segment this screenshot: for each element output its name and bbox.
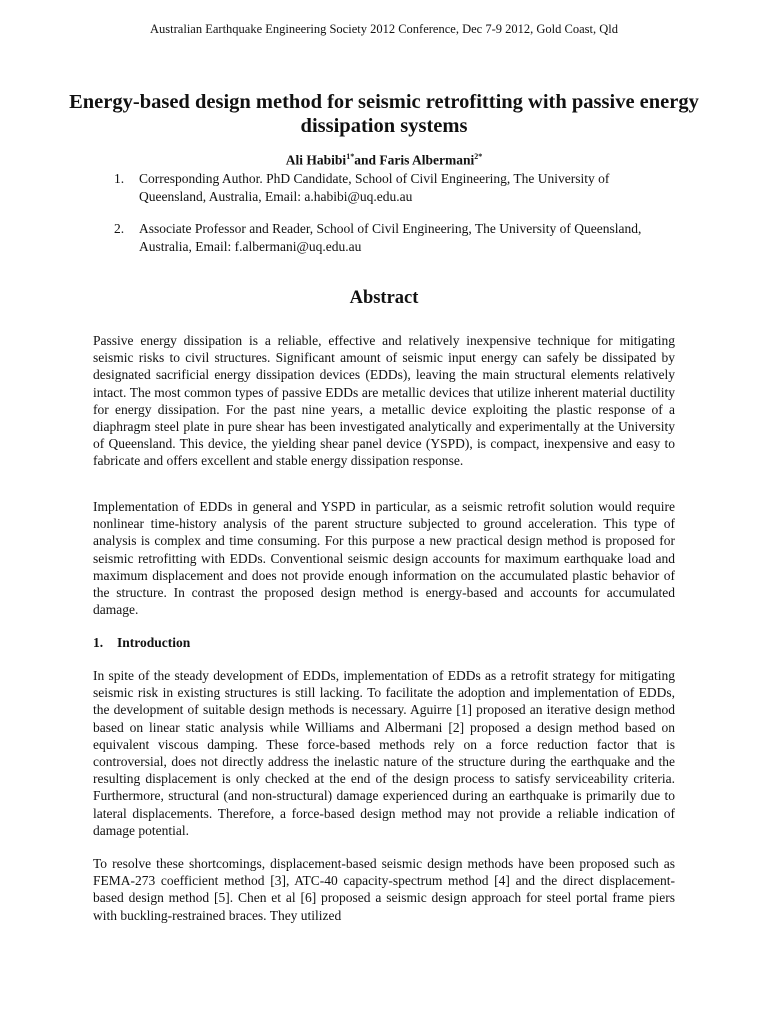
affiliation-number: 2. [114, 221, 125, 236]
paper-title: Energy-based design method for seismic retrofitting with passive energy dissipation systems [69, 91, 699, 137]
author-1-affiliation-marker: 1* [346, 152, 355, 161]
running-head: Australian Earthquake Engineering Society 2012 Conference, Dec 7-9 2012, Gold Coast, Qld [150, 22, 618, 36]
abstract-paragraph-1: Passive energy dissipation is a reliable, effective and relatively inexpensive technique for mitigating seismic risks to civil structures. Significant amount of seismic input energy can safely be dissipated by designated sacrificial energy dissipation devices (EDDs), leaving the main structural elements relatively intact. The most common types of passive EDDs are metallic devices that utilize inherent material ductility for energy dissipation. For the past nine years, a metallic device exploiting the plastic response of a diaphragm steel plate in pure shear has been investigated analytically and experimentally at the University of Queensland. This device, the yielding shear panel device (YSPD), is compact, inexpensive and easy to fabricate and offers excellent and stable energy dissipation response. [93, 333, 675, 469]
abstract-heading: Abstract [349, 288, 419, 308]
author-2-affiliation-marker: 2* [474, 152, 483, 161]
section-heading-introduction [93, 635, 190, 651]
affiliation-text: Corresponding Author. PhD Candidate, School of Civil Engineering, The University of Queensland, Australia, Email: a.habibi@uq.edu.au [139, 171, 610, 204]
intro-paragraph-2: To resolve these shortcomings, displacement-based seismic design methods have been proposed such as FEMA-273 coefficient method [3], ATC-40 capacity-spectrum method [4] and the direct displacement-based design method [5]. Chen et al [6] proposed a seismic design approach for steel portal frame piers with buckling-restrained braces. They utilized [93, 856, 675, 923]
section-title: Introduction [117, 635, 191, 650]
intro-paragraph-1: In spite of the steady development of EDDs, implementation of EDDs as a retrofit strategy for mitigating seismic risk in existing structures is still lacking. To facilitate the adoption and implementation of EDDs, the development of suitable design methods is necessary. Aguirre [1] proposed an iterative design method based on linear static analysis while Williams and Albermani [2] proposed a design method based on equivalent viscous damping. These force-based methods rely on a force reduction factor that is controversial, does not directly address the inelastic nature of the structure during the earthquake and the resulting displacement is only checked at the end of the design process to satisfy serviceability criteria. Furthermore, structural (and non-structural) damage experienced during an earthquake is primarily due to lateral displacements. Therefore, a force-based design method may not provide a reliable indication of damage potential. [93, 668, 675, 838]
abstract-paragraph-2: Implementation of EDDs in general and YSPD in particular, as a seismic retrofit solution would require nonlinear time-history analysis of the parent structure subjected to ground acceleration. This type of analysis is complex and time consuming. For this purpose a new practical design method is proposed for seismic retrofitting with EDDs. Conventional seismic design accounts for maximum earthquake load and maximum displacement and does not provide enough information on the accumulated plastic behavior of the structure. In contrast the proposed design method is energy-based and accounts for accumulated damage. [93, 499, 675, 618]
author-1-name: Ali Habibi [285, 152, 347, 168]
affiliation-2 [114, 220, 674, 256]
author-conjunction: and [354, 152, 380, 168]
author-2-name: Faris Albermani [379, 152, 475, 168]
affiliation-1 [114, 170, 674, 206]
affiliation-text: Associate Professor and Reader, School of Civil Engineering, The University of Queensland, Australia, Email: f.albermani@uq.edu.au [139, 221, 642, 254]
author-line [0, 152, 768, 169]
section-number: 1. [93, 635, 104, 650]
affiliation-number: 1. [114, 171, 125, 186]
